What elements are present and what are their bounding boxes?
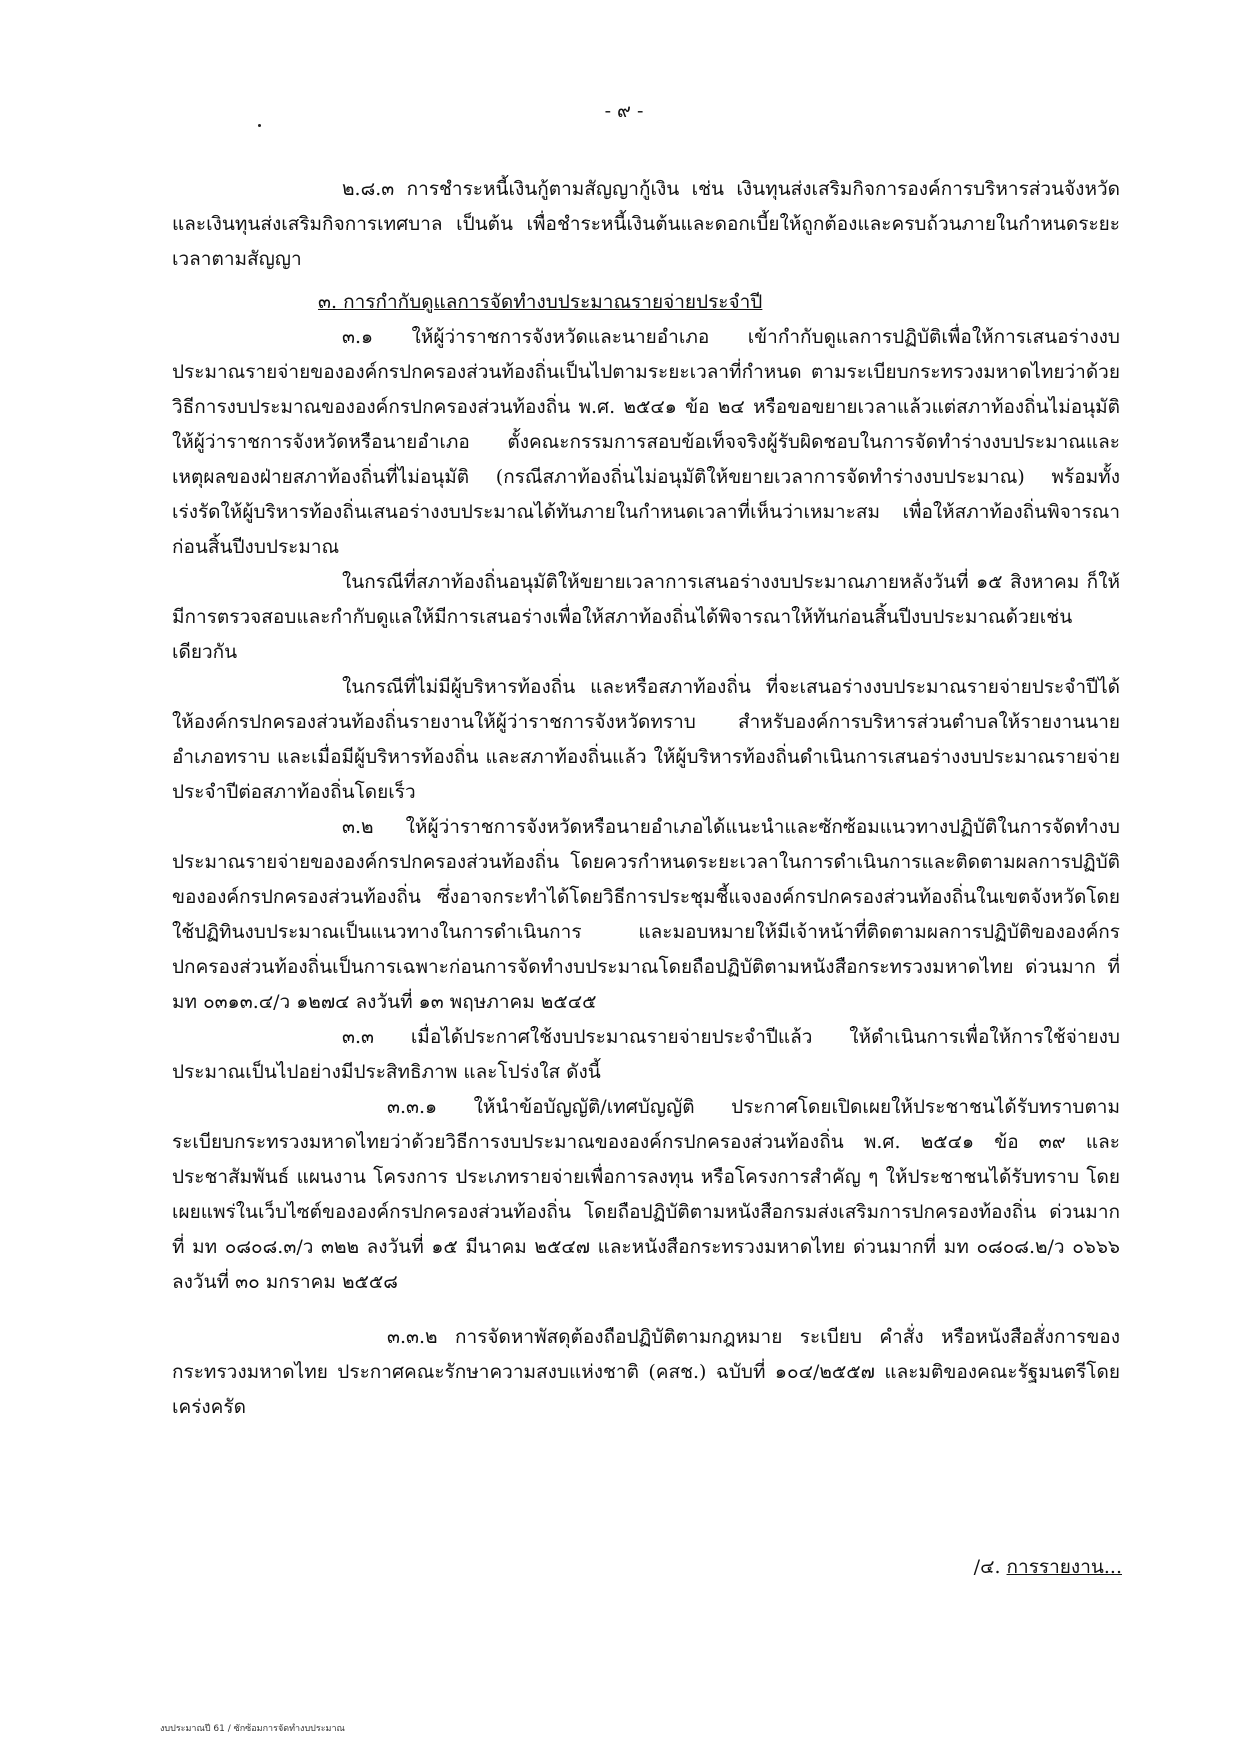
page-number: - ๙ - bbox=[604, 100, 644, 122]
paragraph-2-8-3: ๒.๘.๓ การชำระหนี้เงินกู้ตามสัญญากู้เงิน เช่น เงินทุนส่งเสริมกิจการองค์การบริหารส่วนจังหวัด และเงินทุนส่งเสริมกิจการเทศบาล เป็นต้น เพื่อชำระหนี้เงินต้นและดอกเบี้ยให้ถูกต้องและครบถ้วนภายในกำหนดระยะเวลาตามสัญญา bbox=[172, 178, 1120, 270]
page-footer: งบประมาณปี 61 / ซักซ้อมการจัดทำงบประมาณ bbox=[160, 1724, 345, 1734]
section-heading-3 bbox=[172, 285, 1120, 320]
paragraph-3-3-1: ๓.๓.๑ ให้นำข้อบัญญัติ/เทศบัญญัติ ประกาศโดยเปิดเผยให้ประชาชนได้รับทราบตามระเบียบกระทรวงมหาดไทยว่าด้วยวิธีการงบประมาณขององค์กรปกครองส่วนท้องถิ่น พ.ศ. ๒๕๔๑ ข้อ ๓๙ และประชาสัมพันธ์ แผนงาน โครงการ ประเภทรายจ่ายเพื่อการลงทุน หรือโครงการสำคัญ ๆ ให้ประชาชนได้รับทราบ โดยเผยแพร่ในเว็บไซต์ขององค์กรปกครองส่วนท้องถิ่น โดยถือปฏิบัติตามหนังสือกรมส่งเสริมการปกครองท้องถิ่น ด่วนมาก ที่ มท ๐๘๐๘.๓/ว ๓๒๒ ลงวันที่ ๑๕ มีนาคม ๒๕๔๗ และหนังสือกระทรวงมหาดไทย ด่วนมากที่ มท ๐๘๐๘.๒/ว ๐๖๖๖ ลงวันที่ ๓๐ มกราคม ๒๕๕๘ bbox=[172, 1096, 1120, 1293]
next-page-prefix: /๔. bbox=[973, 1556, 1007, 1578]
document-body bbox=[172, 172, 1120, 1425]
paragraph-3-1: ๓.๑ ให้ผู้ว่าราชการจังหวัดและนายอำเภอ เข้ากำกับดูแลการปฏิบัติเพื่อให้การเสนอร่างงบประมาณรายจ่ายขององค์กรปกครองส่วนท้องถิ่นเป็นไปตามระยะเวลาที่กำหนด ตามระเบียบกระทรวงมหาดไทยว่าด้วยวิธีการงบประมาณขององค์กรปกครองส่วนท้องถิ่น พ.ศ. ๒๕๔๑ ข้อ ๒๔ หรือขอขยายเวลาแล้วแต่สภาท้องถิ่นไม่อนุมัติ ให้ผู้ว่าราชการจังหวัดหรือนายอำเภอ ตั้งคณะกรรมการสอบข้อเท็จจริงผู้รับผิดชอบในการจัดทำร่างงบประมาณและเหตุผลของฝ่ายสภาท้องถิ่นที่ไม่อนุมัติ (กรณีสภาท้องถิ่นไม่อนุมัติให้ขยายเวลาการจัดทำร่างงบประมาณ) พร้อมทั้งเร่งรัดให้ผู้บริหารท้องถิ่นเสนอร่างงบประมาณได้ทันภายในกำหนดเวลาที่เห็นว่าเหมาะสม เพื่อให้สภาท้องถิ่นพิจารณาก่อนสิ้นปีงบประมาณ bbox=[172, 326, 1120, 558]
next-page-topic: การรายงาน... bbox=[1006, 1556, 1122, 1578]
paragraph-3-3: ๓.๓ เมื่อได้ประกาศใช้งบประมาณรายจ่ายประจำปีแล้ว ให้ดำเนินการเพื่อให้การใช้จ่ายงบประมาณเป็นไปอย่างมีประสิทธิภาพ และโปร่งใส ดังนี้ bbox=[172, 1026, 1120, 1083]
paragraph-3-1-extension: ในกรณีที่สภาท้องถิ่นอนุมัติให้ขยายเวลาการเสนอร่างงบประมาณภายหลังวันที่ ๑๕ สิงหาคม ก็ให้มีการตรวจสอบและกำกับดูแลให้มีการเสนอร่างเพื่อให้สภาท้องถิ่นได้พิจารณาให้ทันก่อนสิ้นปีงบประมาณด้วยเช่นเดียวกัน bbox=[172, 571, 1120, 663]
section-number: ๓. bbox=[318, 291, 338, 313]
paragraph-3-3-2: ๓.๓.๒ การจัดหาพัสดุต้องถือปฏิบัติตามกฎหมาย ระเบียบ คำสั่ง หรือหนังสือสั่งการของกระทรวงมหาดไทย ประกาศคณะรักษาความสงบแห่งชาติ (คสช.) ฉบับที่ ๑๐๔/๒๕๕๗ และมติของคณะรัฐมนตรีโดยเคร่งครัด bbox=[172, 1326, 1120, 1418]
paragraph-3-1-no-executive: ในกรณีที่ไม่มีผู้บริหารท้องถิ่น และหรือสภาท้องถิ่น ที่จะเสนอร่างงบประมาณรายจ่ายประจำปีได้ ให้องค์กรปกครองส่วนท้องถิ่นรายงานให้ผู้ว่าราชการจังหวัดทราบ สำหรับองค์การบริหารส่วนตำบลให้รายงานนายอำเภอทราบ และเมื่อมีผู้บริหารท้องถิ่น และสภาท้องถิ่นแล้ว ให้ผู้บริหารท้องถิ่นดำเนินการเสนอร่างงบประมาณรายจ่ายประจำปีต่อสภาท้องถิ่นโดยเร็ว bbox=[172, 676, 1120, 803]
section-title: การกำกับดูแลการจัดทำงบประมาณรายจ่ายประจำปี bbox=[343, 291, 763, 313]
paragraph-3-2: ๓.๒ ให้ผู้ว่าราชการจังหวัดหรือนายอำเภอได้แนะนำและซักซ้อมแนวทางปฏิบัติในการจัดทำงบประมาณรายจ่ายขององค์กรปกครองส่วนท้องถิ่น โดยควรกำหนดระยะเวลาในการดำเนินการและติดตามผลการปฏิบัติขององค์กรปกครองส่วนท้องถิ่น ซึ่งอาจกระทำได้โดยวิธีการประชุมชี้แจงองค์กรปกครองส่วนท้องถิ่นในเขตจังหวัดโดยใช้ปฏิทินงบประมาณเป็นแนวทางในการดำเนินการ และมอบหมายให้มีเจ้าหน้าที่ติดตามผลการปฏิบัติขององค์กรปกครองส่วนท้องถิ่นเป็นการเฉพาะก่อนการจัดทำงบประมาณโดยถือปฏิบัติตามหนังสือกระทรวงมหาดไทย ด่วนมาก ที่ มท ๐๓๑๓.๔/ว ๑๒๗๔ ลงวันที่ ๑๓ พฤษภาคม ๒๕๔๕ bbox=[172, 816, 1120, 1013]
scan-speck bbox=[258, 124, 261, 127]
next-page-reference bbox=[974, 1552, 1122, 1582]
